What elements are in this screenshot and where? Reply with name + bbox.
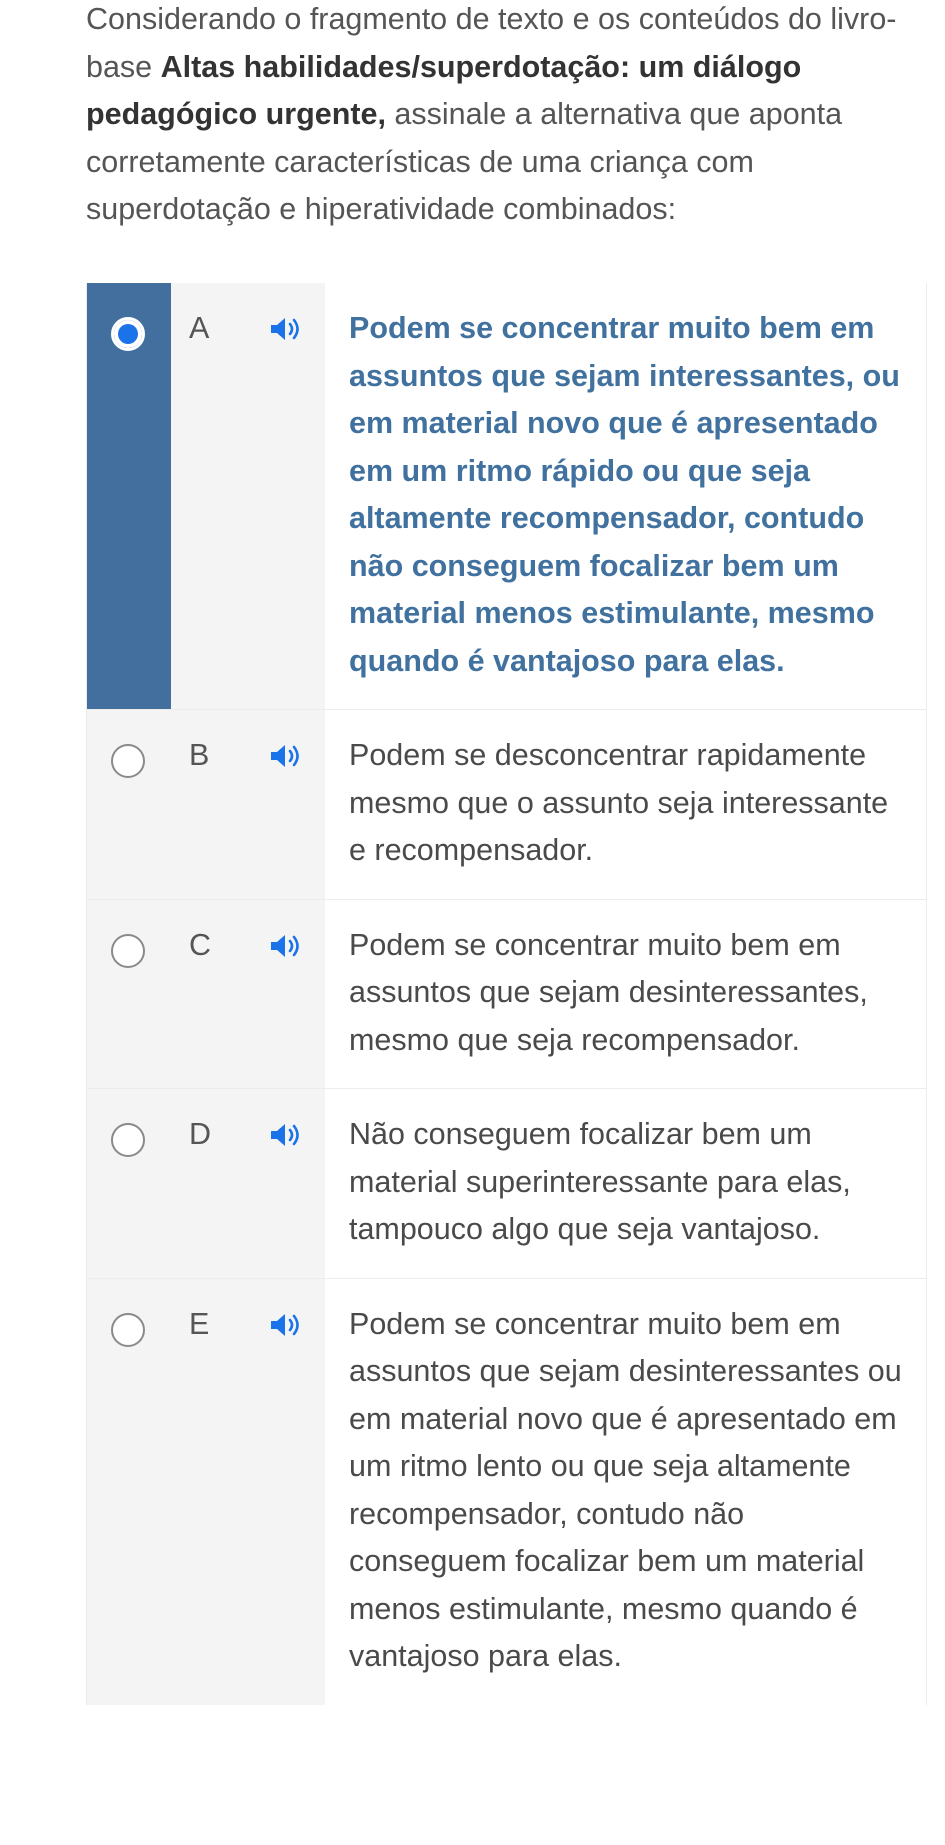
speaker-icon[interactable] [269, 742, 305, 770]
option-d[interactable] [87, 1089, 927, 1279]
option-text[interactable]: Não conseguem focalizar bem um material superinteressante para elas, tampouco algo que seja vantajoso. [325, 1089, 927, 1278]
radio-icon[interactable] [111, 934, 145, 968]
option-letter: E [189, 1306, 210, 1341]
speaker-icon[interactable] [269, 315, 305, 343]
option-b[interactable] [87, 710, 927, 900]
option-letter: C [189, 927, 212, 962]
radio-icon[interactable] [111, 744, 145, 778]
option-a[interactable] [87, 283, 927, 710]
option-letter: B [189, 738, 210, 772]
speaker-icon[interactable] [269, 1311, 305, 1339]
option-text[interactable]: Podem se concentrar muito bem em assuntos que sejam interessantes, ou em material novo que é apresentado em um ritmo rápido ou que seja altamente recompensador, contudo não conseguem focalizar bem um material menos estimulante, mesmo quando é vantajoso para elas. [325, 283, 927, 709]
speaker-icon[interactable] [269, 932, 305, 960]
speaker-icon[interactable] [269, 1121, 305, 1149]
option-c[interactable] [87, 900, 927, 1090]
option-letter: D [189, 1117, 212, 1151]
radio-icon[interactable] [111, 1123, 145, 1157]
question-text [86, 0, 916, 234]
answer-options [86, 283, 927, 1705]
question-rest: assinale a alternativa que aponta corretamente características de uma criança com superdotação e hiperatividade combinados: [86, 97, 843, 226]
option-letter: A [189, 311, 210, 345]
option-text[interactable]: Podem se concentrar muito bem em assuntos que sejam desinteressantes ou em material novo que é apresentado em um ritmo lento ou que seja altamente recompensador, contudo não conseguem focalizar bem um material menos estimulante, mesmo quando é vantajoso para elas. [325, 1279, 927, 1705]
option-text[interactable]: Podem se desconcentrar rapidamente mesmo que o assunto seja interessante e recompensador. [325, 710, 927, 899]
option-e[interactable] [87, 1279, 927, 1705]
question-intro: Considerando o fragmento de texto e os conteúdos do livro-base [86, 2, 897, 84]
option-text[interactable]: Podem se concentrar muito bem em assuntos que sejam desinteressantes, mesmo que seja recompensador. [325, 900, 927, 1089]
book-title: Altas habilidades/superdotação: um diálogo pedagógico urgente, [86, 49, 802, 131]
radio-icon[interactable] [111, 317, 145, 351]
radio-icon[interactable] [111, 1313, 145, 1347]
